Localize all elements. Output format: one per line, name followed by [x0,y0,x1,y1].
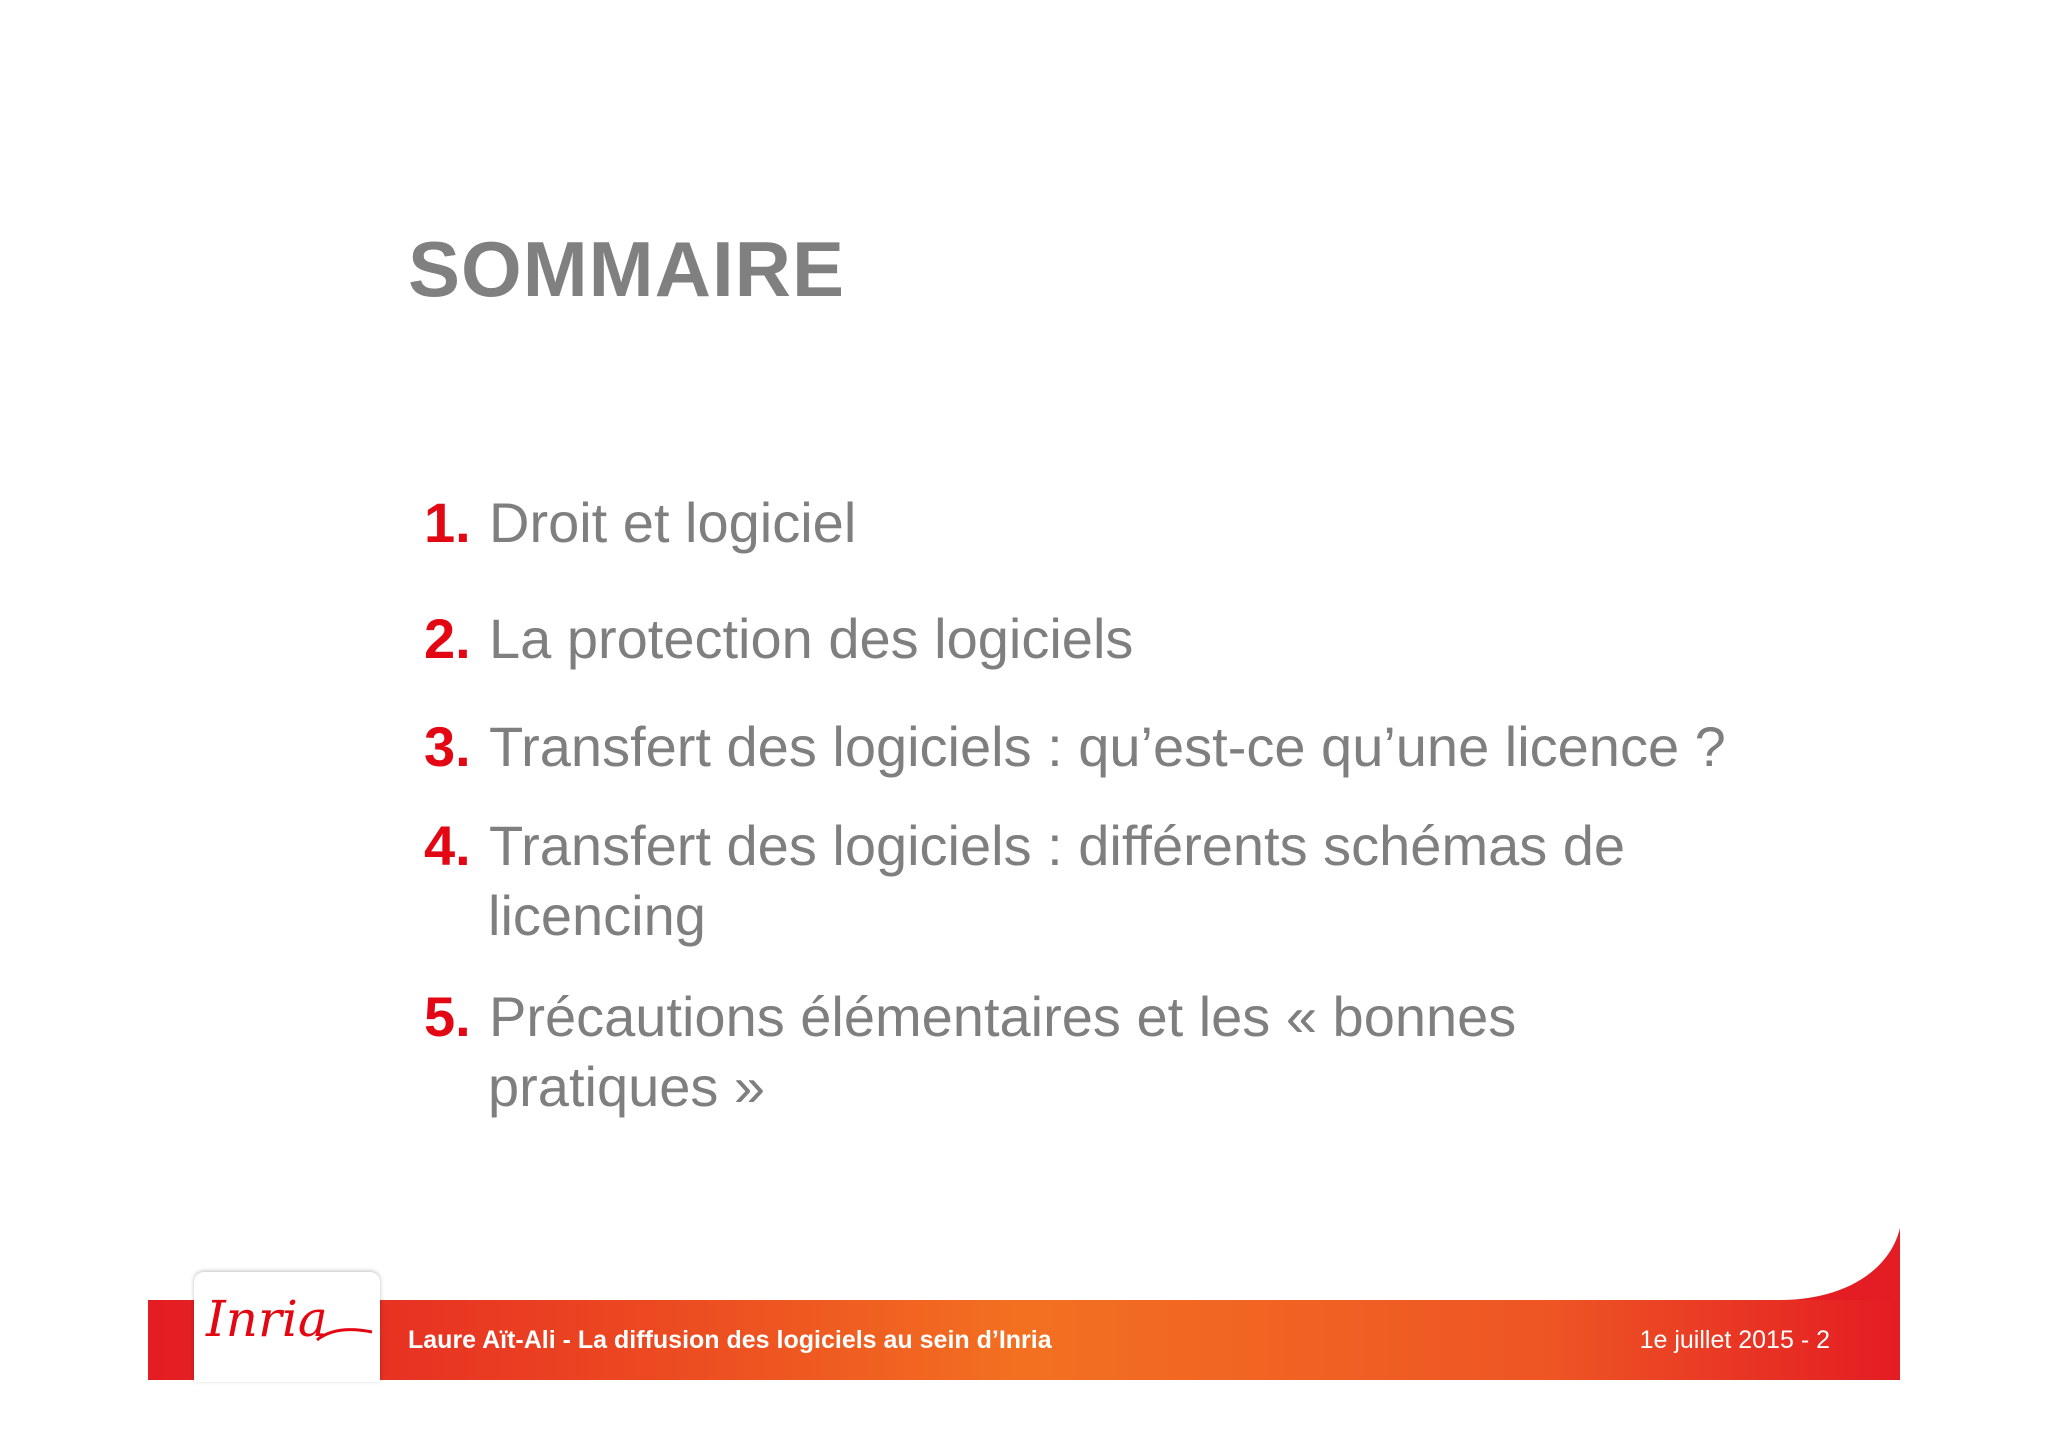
toc-item-3 [424,712,1824,782]
toc-item-number: 3. [424,715,471,778]
toc-item-5 [424,982,1824,1122]
toc-item-text-continued: licencing [488,884,706,947]
inria-logo-icon [202,1292,374,1352]
toc-item-text: Transfert des logiciels : différents schémas de [489,814,1626,877]
toc-item-text: La protection des logiciels [489,607,1134,670]
slide-footer [148,1228,1900,1380]
toc-item-number: 5. [424,985,471,1048]
footer-date-page [1640,1326,1830,1355]
toc-item-2 [424,604,1824,674]
footer-curve-decoration [1640,1228,1900,1308]
toc-item-number: 2. [424,607,471,670]
slide-title: SOMMAIRE [408,225,845,313]
toc-item-1 [424,488,1824,558]
toc-item-number: 1. [424,491,471,554]
footer-page-number: - 2 [1793,1326,1830,1354]
footer-author-title: Laure Aït-Ali - La diffusion des logiciels au sein d’Inria [408,1326,1052,1354]
toc-item-4 [424,811,1824,951]
toc-item-text: Transfert des logiciels : qu’est-ce qu’une licence ? [489,715,1726,778]
logo-text: Inria [206,1292,328,1348]
toc-item-text-continued: pratiques » [488,1055,766,1118]
footer-date: 1e juillet 2015 [1639,1326,1794,1354]
toc-item-number: 4. [424,814,471,877]
toc-item-text: Droit et logiciel [489,491,857,554]
logo-container [194,1272,380,1382]
toc-item-text: Précautions élémentaires et les « bonnes [489,985,1517,1048]
